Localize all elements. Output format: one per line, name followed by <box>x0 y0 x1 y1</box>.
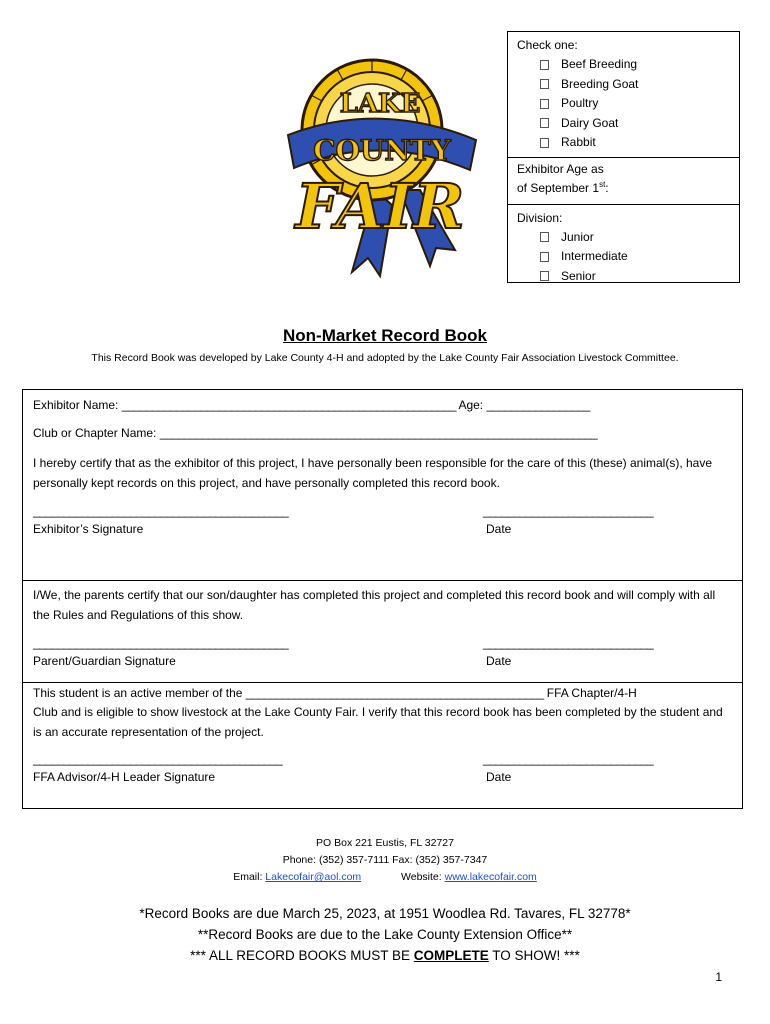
contact-phone: Phone: (352) 357-7111 Fax: (352) 357-7347 <box>282 854 488 866</box>
checkbox[interactable] <box>540 271 549 281</box>
club-field[interactable]: ________________________________________________________________________ <box>159 426 598 440</box>
checkbox[interactable] <box>540 118 549 128</box>
age-field[interactable]: _________________ <box>486 398 590 412</box>
age-label-line2: of September 1st: <box>517 179 609 195</box>
record-book-form <box>22 389 743 809</box>
exhibitor-signature-label: Exhibitor’s Signature <box>33 522 144 536</box>
exhibitor-signature-field[interactable]: __________________________________________ <box>33 504 289 518</box>
exhibitor-name-field[interactable]: _______________________________________________________ <box>121 398 456 412</box>
parent-section <box>23 580 742 683</box>
checkbox[interactable] <box>540 99 549 109</box>
due-date-note: *Record Books are due March 25, 2023, at 1951 Woodlea Rd. Tavares, FL 32778* <box>139 906 631 921</box>
age-label-line1: Exhibitor Age as <box>517 161 604 176</box>
parent-signature-label: Parent/Guardian Signature <box>33 654 176 668</box>
division-option-senior[interactable]: Senior <box>517 267 730 287</box>
division-label: Division: <box>517 210 563 225</box>
page-number: 1 <box>715 970 722 984</box>
page-subtitle: This Record Book was developed by Lake County 4-H and adopted by the Lake County Fair Association Livestock Committee. <box>91 352 679 364</box>
page-title: Non-Market Record Book <box>282 326 488 345</box>
logo-text-fair: FAIR <box>295 170 465 243</box>
species-option-poultry[interactable]: Poultry <box>517 94 730 114</box>
due-notes <box>0 903 770 966</box>
contact-address: PO Box 221 Eustis, FL 32727 <box>316 837 454 849</box>
division-option-junior[interactable]: Junior <box>517 228 730 248</box>
checkbox[interactable] <box>540 60 549 70</box>
logo-text-lake: LAKE <box>339 89 421 119</box>
species-option-breeding-goat[interactable]: Breeding Goat <box>517 75 730 95</box>
checkbox[interactable] <box>540 79 549 89</box>
email-label: Email: <box>233 871 263 883</box>
advisor-signature-label: FFA Advisor/4-H Leader Signature <box>33 770 216 784</box>
chapter-name-field[interactable]: _________________________________________________ <box>245 686 544 700</box>
lake-county-fair-logo <box>280 40 480 280</box>
species-option-rabbit[interactable]: Rabbit <box>517 133 730 153</box>
complete-note: *** ALL RECORD BOOKS MUST BE COMPLETE TO SHOW! *** <box>190 948 580 963</box>
advisor-section <box>23 682 742 808</box>
contact-web-row <box>0 869 770 886</box>
checkbox[interactable] <box>540 138 549 148</box>
species-option-dairy-goat[interactable]: Dairy Goat <box>517 114 730 134</box>
checkbox[interactable] <box>540 232 549 242</box>
logo-text-county: COUNTY <box>313 134 451 167</box>
parent-date-field[interactable]: ____________________________ <box>483 636 654 650</box>
exhibitor-certify-text: I hereby certify that as the exhibitor of this project, I have personally been responsible for the care of this (these) animal(s), have personally kept records on this project, and have personally completed this record book. <box>33 456 713 490</box>
advisor-line-1: This student is an active member of the _________________________________________________ FFA Chapter/4-H <box>33 686 637 700</box>
exhibitor-date-field[interactable]: ____________________________ <box>483 504 654 518</box>
exhibitor-name-label: Exhibitor Name: <box>33 398 119 412</box>
parent-certify-text: I/We, the parents certify that our son/daughter has completed this project and completed this record book and will comply with all the Rules and Regulations of this show. <box>33 588 716 622</box>
website-link[interactable]: www.lakecofair.com <box>444 871 537 883</box>
club-row <box>33 424 730 443</box>
website-label: Website: <box>401 871 442 883</box>
due-office-note: **Record Books are due to the Lake County Extension Office** <box>197 927 573 942</box>
exhibitor-date-label: Date <box>486 522 512 536</box>
age-label: Age: <box>458 398 484 412</box>
division-section <box>508 205 739 291</box>
exhibitor-name-row <box>33 396 730 415</box>
advisor-signature-field[interactable]: _________________________________________ <box>33 752 283 766</box>
category-checkbox-panel <box>507 31 740 283</box>
species-section <box>508 32 739 158</box>
advisor-date-label: Date <box>486 770 512 784</box>
club-label: Club or Chapter Name: <box>33 426 157 440</box>
parent-date-label: Date <box>486 654 512 668</box>
parent-signature-field[interactable]: __________________________________________ <box>33 636 289 650</box>
email-link[interactable]: Lakecofair@aol.com <box>265 871 362 883</box>
species-option-beef-breeding[interactable]: Beef Breeding <box>517 55 730 75</box>
check-one-label: Check one: <box>517 38 578 52</box>
checkbox[interactable] <box>540 252 549 262</box>
complete-emphasis: COMPLETE <box>413 948 489 963</box>
exhibitor-section <box>23 390 742 581</box>
advisor-date-field[interactable]: ____________________________ <box>483 752 654 766</box>
division-option-intermediate[interactable]: Intermediate <box>517 247 730 267</box>
advisor-statement-text: Club and is eligible to show livestock at the Lake County Fair. I verify that this record book has been completed by the student and is an accurate representation of the project. <box>33 705 723 739</box>
exhibitor-age-section[interactable] <box>508 158 739 205</box>
